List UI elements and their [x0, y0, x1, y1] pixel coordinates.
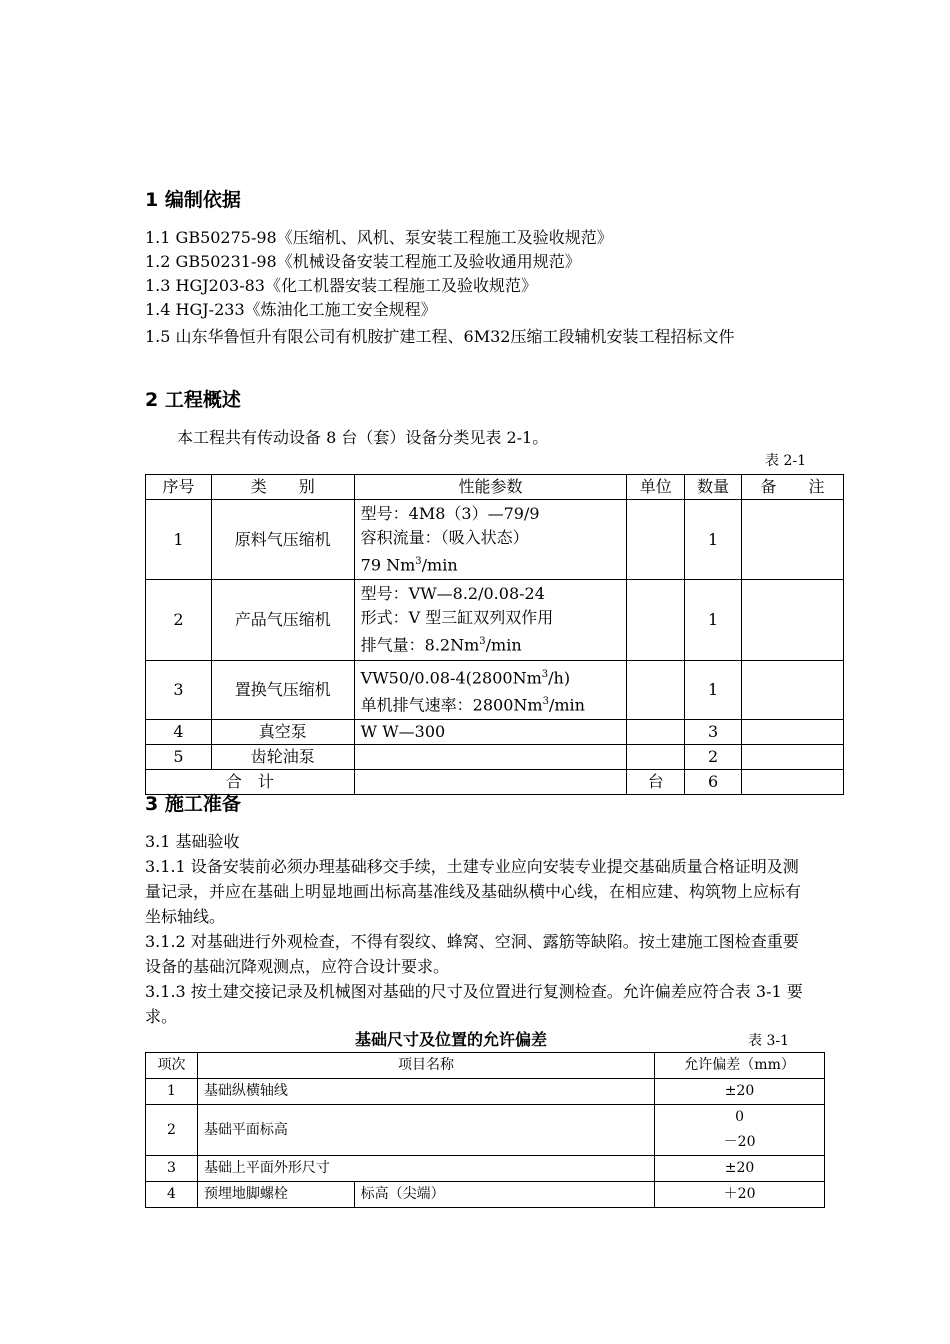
col-header-unit: 单位	[627, 475, 685, 500]
tolerance-table	[145, 1052, 825, 1208]
tolerance-lower: －20	[723, 1134, 756, 1150]
row-tolerance: ±20	[655, 1156, 825, 1182]
row-sub-item: 标高（尖端）	[354, 1182, 654, 1208]
equipment-table	[145, 474, 844, 795]
table-row	[146, 660, 844, 720]
subsection-3-1: 3.1 基础验收	[145, 832, 240, 851]
table-header-row	[146, 1053, 825, 1079]
table-row	[146, 580, 844, 660]
row-item-name: 基础上平面外形尺寸	[197, 1156, 654, 1182]
total-label: 合 计	[146, 770, 355, 795]
row-no: 1	[146, 1079, 198, 1105]
row-category: 齿轮油泵	[211, 745, 354, 770]
table-3-1-number: 表 3-1	[748, 1033, 789, 1049]
row-note	[742, 580, 844, 660]
row-qty: 2	[685, 745, 742, 770]
row-tolerance: ＋20	[655, 1182, 825, 1208]
total-qty: 6	[685, 770, 742, 795]
row-unit	[627, 720, 685, 745]
row-no: 5	[146, 745, 212, 770]
row-qty: 1	[685, 580, 742, 660]
param-line: 型号：4M8（3）—79/9	[360, 504, 540, 523]
section-3-title: 3 施工准备	[145, 793, 241, 815]
row-qty: 1	[685, 660, 742, 720]
row-no: 4	[146, 720, 212, 745]
table-row	[146, 1182, 825, 1208]
row-unit	[627, 500, 685, 580]
table-3-1-title: 基础尺寸及位置的允许偏差	[355, 1030, 548, 1049]
param-line: 容积流量：（吸入状态）	[360, 528, 529, 547]
row-category: 置换气压缩机	[211, 660, 354, 720]
section-1-title: 1 编制依据	[145, 189, 241, 211]
row-note	[742, 720, 844, 745]
col-header-no: 序号	[146, 475, 212, 500]
table-row	[146, 1156, 825, 1182]
row-qty: 1	[685, 500, 742, 580]
ref-item-3: 1.3 HGJ203-83《化工机器安装工程施工及验收规范》	[145, 276, 537, 295]
col-header-params: 性能参数	[354, 475, 627, 500]
col-header-item-no: 项次	[146, 1053, 198, 1079]
row-params	[354, 580, 627, 660]
param-line: VW50/0.08-4(2800Nm$^3$/h)	[360, 667, 571, 687]
section-2-intro: 本工程共有传动设备 8 台（套）设备分类见表 2-1。	[177, 428, 549, 447]
row-tolerance: ±20	[655, 1079, 825, 1105]
param-line: 排气量：8.2Nm$^3$/min	[360, 635, 522, 655]
row-qty: 3	[685, 720, 742, 745]
table-row	[146, 500, 844, 580]
section-2-title: 2 工程概述	[145, 389, 241, 411]
tolerance-upper: 0	[735, 1109, 745, 1125]
total-unit: 台	[627, 770, 685, 795]
col-header-category: 类 别	[211, 475, 354, 500]
row-category: 原料气压缩机	[211, 500, 354, 580]
row-unit	[627, 745, 685, 770]
table-row	[146, 720, 844, 745]
total-note	[742, 770, 844, 795]
row-params	[354, 660, 627, 720]
ref-item-2: 1.2 GB50231-98《机械设备安装工程施工及验收通用规范》	[145, 252, 581, 271]
row-no: 4	[146, 1182, 198, 1208]
row-params	[354, 500, 627, 580]
row-no: 1	[146, 500, 212, 580]
paragraph-3-1-3: 3.1.3 按土建交接记录及机械图对基础的尺寸及位置进行复测检查。允许偏差应符合表 3-1 要求。	[145, 982, 803, 1026]
row-params	[354, 745, 627, 770]
param-line: 单机排气速率：2800Nm$^3$/min	[360, 695, 585, 715]
row-category: 产品气压缩机	[211, 580, 354, 660]
param-line: 型号：VW—8.2/0.08-24	[360, 584, 545, 604]
row-params: W W—300	[354, 720, 627, 745]
table-header-row	[146, 475, 844, 500]
total-params	[354, 770, 627, 795]
table-row	[146, 745, 844, 770]
row-tolerance	[655, 1105, 825, 1156]
row-no: 2	[146, 1105, 198, 1156]
row-item-name: 基础纵横轴线	[197, 1079, 654, 1105]
col-header-tolerance: 允许偏差（mm）	[655, 1053, 825, 1079]
row-no: 2	[146, 580, 212, 660]
row-note	[742, 745, 844, 770]
col-header-item-name: 项目名称	[197, 1053, 654, 1079]
param-line: 79 Nm$^3$/min	[360, 555, 458, 575]
row-note	[742, 500, 844, 580]
row-note	[742, 660, 844, 720]
row-unit	[627, 660, 685, 720]
ref-item-4: 1.4 HGJ-233《炼油化工施工安全规程》	[145, 300, 437, 319]
col-header-qty: 数量	[685, 475, 742, 500]
paragraph-3-1-1: 3.1.1 设备安装前必须办理基础移交手续，土建专业应向安装专业提交基础质量合格证明及测量记录，并应在基础上明显地画出标高基准线及基础纵横中心线，在相应建、构筑物上应标有坐标轴线。	[145, 857, 802, 926]
table-2-1-number: 表 2-1	[765, 453, 806, 469]
row-no: 3	[146, 1156, 198, 1182]
row-no: 3	[146, 660, 212, 720]
table-row	[146, 1105, 825, 1156]
row-category: 真空泵	[211, 720, 354, 745]
col-header-note: 备 注	[742, 475, 844, 500]
param-line: 形式：V 型三缸双列双作用	[360, 608, 554, 628]
table-total-row	[146, 770, 844, 795]
paragraph-3-1-2: 3.1.2 对基础进行外观检查，不得有裂纹、蜂窝、空洞、露筋等缺陷。按土建施工图检查重要设备的基础沉降观测点，应符合设计要求。	[145, 932, 799, 976]
row-unit	[627, 580, 685, 660]
row-item-name: 预埋地脚螺栓	[197, 1182, 354, 1208]
table-row	[146, 1079, 825, 1105]
row-item-name: 基础平面标高	[197, 1105, 654, 1156]
ref-item-5: 1.5 山东华鲁恒升有限公司有机胺扩建工程、6M32压缩工段辅机安装工程招标文件	[145, 327, 735, 346]
ref-item-1: 1.1 GB50275-98《压缩机、风机、泵安装工程施工及验收规范》	[145, 228, 613, 247]
